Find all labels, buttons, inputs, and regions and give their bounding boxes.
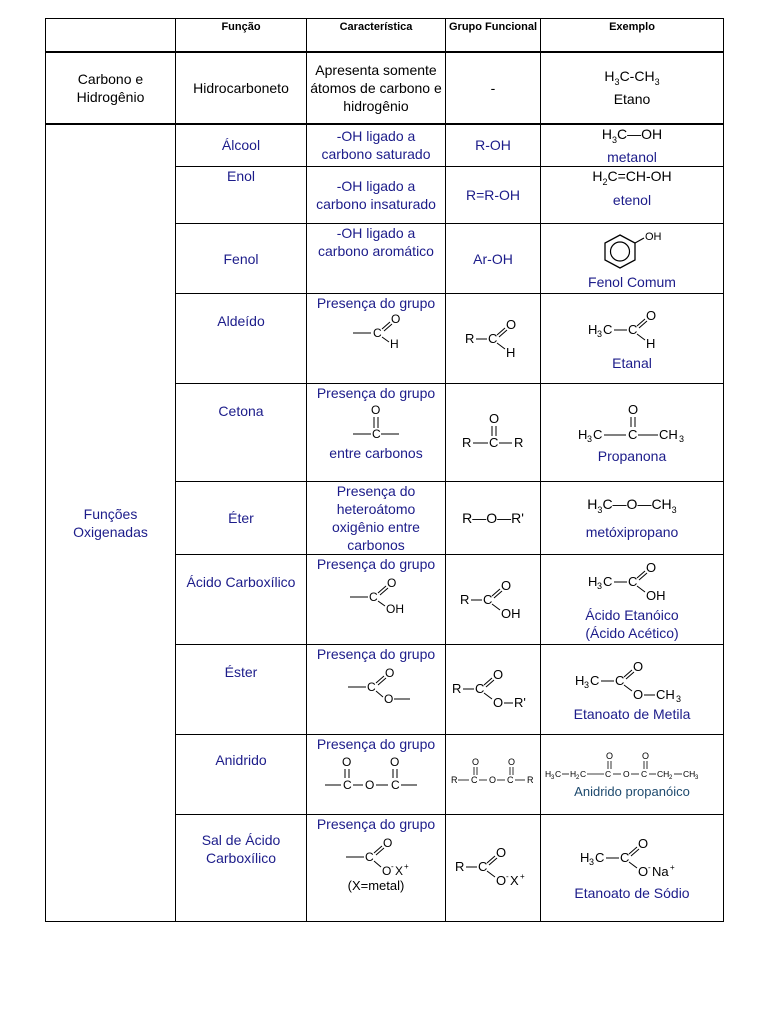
etanoato-de-metila-structure <box>567 657 697 705</box>
characteristic-text: Presença do grupo <box>316 385 436 402</box>
svg-text:R: R <box>514 434 524 450</box>
svg-text:O: O <box>628 401 639 417</box>
svg-text:H: H <box>578 426 588 442</box>
svg-text:R: R <box>462 434 472 450</box>
group-cell: R-OH <box>446 124 541 167</box>
svg-text:3: 3 <box>695 774 699 781</box>
svg-text:C: C <box>369 590 378 605</box>
phenol-structure <box>592 227 672 273</box>
example-cell <box>541 52 724 124</box>
svg-text:CH: CH <box>683 768 696 779</box>
svg-text:H: H <box>588 321 598 337</box>
svg-text:C: C <box>391 778 400 793</box>
svg-text:+: + <box>520 872 525 882</box>
header-exemplo: Exemplo <box>541 19 724 52</box>
group-cell <box>446 645 541 735</box>
svg-text:OH: OH <box>646 587 666 603</box>
example-cell <box>541 555 724 645</box>
svg-text:C: C <box>603 573 613 589</box>
example-cell <box>541 815 724 922</box>
characteristic-cell <box>307 645 446 735</box>
svg-text:+: + <box>404 862 409 872</box>
svg-text:C: C <box>628 426 638 442</box>
characteristic-text: Presença do grupo <box>316 556 436 573</box>
group-cell: R=R-OH <box>446 167 541 224</box>
svg-text:2: 2 <box>669 774 673 781</box>
salt-group-structure <box>334 833 418 877</box>
characteristic-cell: Apresenta somente átomos de carbono e hidrogênio <box>307 52 446 124</box>
example-name: etenol <box>612 192 652 209</box>
aldehyde-functional-group <box>463 315 523 363</box>
function-cell: Éster <box>176 645 307 735</box>
group-cell <box>446 384 541 482</box>
svg-text:C: C <box>620 850 630 866</box>
example-cell <box>541 735 724 815</box>
svg-text:OH: OH <box>645 230 662 243</box>
svg-text:3: 3 <box>551 774 555 781</box>
svg-text:3: 3 <box>597 328 603 339</box>
ketone-group-structure <box>341 402 411 444</box>
organic-functions-table <box>45 18 724 922</box>
group-cell <box>446 555 541 645</box>
aldehyde-group-structure <box>341 312 411 350</box>
acido-etanoico-structure <box>582 558 682 606</box>
carboxylic-group-structure <box>336 573 416 615</box>
svg-text:C: C <box>595 850 605 866</box>
svg-text:O: O <box>489 774 497 785</box>
svg-text:O: O <box>493 694 504 710</box>
svg-text:O: O <box>496 873 507 889</box>
example-formula: $H_3C—OH$ <box>601 125 663 145</box>
example-cell <box>541 482 724 555</box>
carboxylic-functional-group <box>458 576 528 624</box>
characteristic-note: (X=metal) <box>347 878 405 894</box>
svg-text:3: 3 <box>676 693 682 704</box>
svg-text:O: O <box>385 666 395 681</box>
svg-text:H: H <box>588 573 598 589</box>
svg-text:R: R <box>452 680 462 696</box>
characteristic-cell <box>307 384 446 482</box>
svg-text:O: O <box>646 559 657 575</box>
etanal-structure <box>582 306 682 354</box>
svg-text:O: O <box>633 686 644 702</box>
characteristic-text: Presença do grupo <box>316 295 436 312</box>
svg-text:O: O <box>508 756 516 767</box>
characteristic-cell <box>307 555 446 645</box>
svg-text:O: O <box>606 750 614 761</box>
svg-text:C: C <box>475 680 485 696</box>
example-name: Etano <box>613 91 651 108</box>
function-cell: Álcool <box>176 124 307 167</box>
svg-text:H: H <box>580 850 590 866</box>
example-name: metóxipropano <box>585 524 679 541</box>
characteristic-cell: -OH ligado a carbono insaturado <box>307 167 446 224</box>
svg-text:3: 3 <box>587 433 593 444</box>
svg-text:C: C <box>580 768 587 779</box>
header-empty <box>46 19 176 52</box>
table-row <box>46 52 724 124</box>
svg-text:OH: OH <box>501 605 521 621</box>
example-name: Ácido Etanóico (Ácido Acético) <box>585 606 679 641</box>
anhydride-functional-group <box>449 755 537 795</box>
group-cell: Ar-OH <box>446 224 541 294</box>
svg-text:C: C <box>367 680 376 695</box>
anidrido-propanoico-structure <box>544 749 720 783</box>
svg-text:C: C <box>603 321 613 337</box>
example-name: Etanoato de Sódio <box>574 885 690 902</box>
svg-text:C: C <box>372 427 381 442</box>
svg-text:X: X <box>395 864 404 878</box>
svg-text:C: C <box>615 672 625 688</box>
example-cell <box>541 384 724 482</box>
example-formula: $H_3C—O—CH_3$ <box>587 496 677 516</box>
group-cell <box>446 815 541 922</box>
function-cell: Sal de Ácido Carboxílico <box>176 815 307 922</box>
category-cell: Funções Oxigenadas <box>46 124 176 922</box>
characteristic-cell <box>307 735 446 815</box>
svg-text:H: H <box>506 344 516 360</box>
example-name: Fenol Comum <box>588 273 676 290</box>
svg-text:R: R <box>455 859 465 875</box>
svg-text:R: R <box>465 330 475 346</box>
example-name: metanol <box>607 149 657 166</box>
svg-text:R: R <box>460 591 470 607</box>
svg-text:O: O <box>365 778 375 793</box>
svg-text:Na: Na <box>652 864 669 880</box>
svg-text:R': R' <box>514 694 526 710</box>
svg-text:O: O <box>501 577 512 593</box>
svg-text:O: O <box>642 750 650 761</box>
propanona-structure <box>572 401 692 447</box>
svg-text:-: - <box>506 872 509 882</box>
example-formula: $H_3C-CH_3$ <box>604 67 660 87</box>
svg-text:O: O <box>493 666 504 682</box>
header-caracteristica: Característica <box>307 19 446 52</box>
group-cell: - <box>446 52 541 124</box>
svg-text:H: H <box>545 768 552 779</box>
svg-text:C: C <box>488 330 498 346</box>
example-name: Propanona <box>597 447 667 464</box>
svg-text:C: C <box>343 778 352 793</box>
svg-text:3: 3 <box>679 433 685 444</box>
example-cell <box>541 294 724 384</box>
svg-text:O: O <box>646 307 657 323</box>
salt-functional-group <box>453 843 533 893</box>
function-cell: Anidrido <box>176 735 307 815</box>
example-name: Etanoato de Metila <box>573 705 691 722</box>
svg-text:H: H <box>575 672 585 688</box>
svg-text:3: 3 <box>597 580 603 591</box>
characteristic-text: Presença do grupo <box>316 646 436 663</box>
example-cell <box>541 167 724 224</box>
svg-text:O: O <box>391 312 401 327</box>
svg-text:C: C <box>555 768 562 779</box>
header-funcao: Função <box>176 19 307 52</box>
svg-text:C: C <box>373 326 382 341</box>
svg-text:CH: CH <box>656 686 675 702</box>
group-cell <box>446 294 541 384</box>
etanoato-de-sodio-structure <box>572 834 692 884</box>
svg-text:O: O <box>506 316 517 332</box>
svg-text:C: C <box>605 768 612 779</box>
characteristic-text: Presença do grupo <box>316 816 436 833</box>
svg-text:C: C <box>365 850 374 865</box>
svg-text:2: 2 <box>576 774 580 781</box>
svg-text:O: O <box>496 845 507 861</box>
svg-text:C: C <box>478 859 488 875</box>
svg-text:O: O <box>371 403 381 418</box>
svg-text:O: O <box>489 410 500 426</box>
function-cell: Éter <box>176 482 307 555</box>
ester-functional-group <box>450 665 536 715</box>
example-cell <box>541 224 724 294</box>
svg-text:C: C <box>507 774 514 785</box>
svg-text:C: C <box>628 573 638 589</box>
characteristic-text: Presença do grupo <box>316 736 436 753</box>
svg-text:R: R <box>527 774 534 785</box>
characteristic-cell <box>307 815 446 922</box>
function-cell: Cetona <box>176 384 307 482</box>
svg-text:O: O <box>342 755 352 770</box>
svg-text:H: H <box>570 768 577 779</box>
characteristic-cell: -OH ligado a carbono saturado <box>307 124 446 167</box>
svg-text:O: O <box>638 836 649 852</box>
svg-text:+: + <box>670 863 675 873</box>
example-name: Etanal <box>612 354 652 371</box>
svg-text:O: O <box>387 576 397 591</box>
svg-text:C: C <box>641 768 648 779</box>
svg-text:X: X <box>510 873 519 889</box>
svg-text:-: - <box>648 863 651 873</box>
function-cell: Ácido Carboxílico <box>176 555 307 645</box>
svg-text:3: 3 <box>584 679 590 690</box>
svg-text:O: O <box>472 756 480 767</box>
example-cell <box>541 645 724 735</box>
svg-text:3: 3 <box>589 857 595 868</box>
svg-text:C: C <box>593 426 603 442</box>
example-name: Anidrido propanóico <box>574 783 690 799</box>
svg-text:CH: CH <box>657 768 670 779</box>
svg-text:H: H <box>646 335 656 351</box>
svg-text:OH: OH <box>386 602 404 616</box>
svg-text:O: O <box>623 768 630 779</box>
svg-text:-: - <box>391 862 394 872</box>
category-cell: Carbono e Hidrogênio <box>46 52 176 124</box>
example-cell <box>541 124 724 167</box>
svg-text:C: C <box>628 321 638 337</box>
table-row <box>46 124 724 167</box>
function-cell: Hidrocarboneto <box>176 52 307 124</box>
svg-text:CH: CH <box>659 426 678 442</box>
svg-text:H: H <box>390 337 399 351</box>
characteristic-cell: -OH ligado a carbono aromático <box>307 224 446 294</box>
svg-text:O: O <box>633 658 644 674</box>
svg-text:O: O <box>638 864 649 880</box>
svg-text:R: R <box>451 774 458 785</box>
svg-text:O: O <box>382 864 392 878</box>
svg-text:O: O <box>390 755 400 770</box>
anhydride-group-structure <box>321 753 431 795</box>
characteristic-cell: Presença do heteroátomo oxigênio entre carbonos <box>307 482 446 555</box>
function-cell: Fenol <box>176 224 307 294</box>
svg-text:C: C <box>483 591 493 607</box>
ketone-functional-group <box>458 409 528 457</box>
function-cell: Enol <box>176 167 307 224</box>
characteristic-cell <box>307 294 446 384</box>
ester-group-structure <box>336 663 416 707</box>
svg-text:C: C <box>489 434 499 450</box>
characteristic-note: entre carbonos <box>329 445 423 462</box>
svg-text:C: C <box>590 672 600 688</box>
header-grupo-funcional: Grupo Funcional <box>446 19 541 52</box>
header-row <box>46 19 724 52</box>
svg-text:C: C <box>471 774 478 785</box>
svg-text:O: O <box>383 836 393 851</box>
svg-text:O: O <box>384 692 394 707</box>
group-cell <box>446 735 541 815</box>
group-cell: R—O—R' <box>446 482 541 555</box>
example-formula: $H_2C=CH-OH$ <box>592 168 672 188</box>
function-cell: Aldeído <box>176 294 307 384</box>
